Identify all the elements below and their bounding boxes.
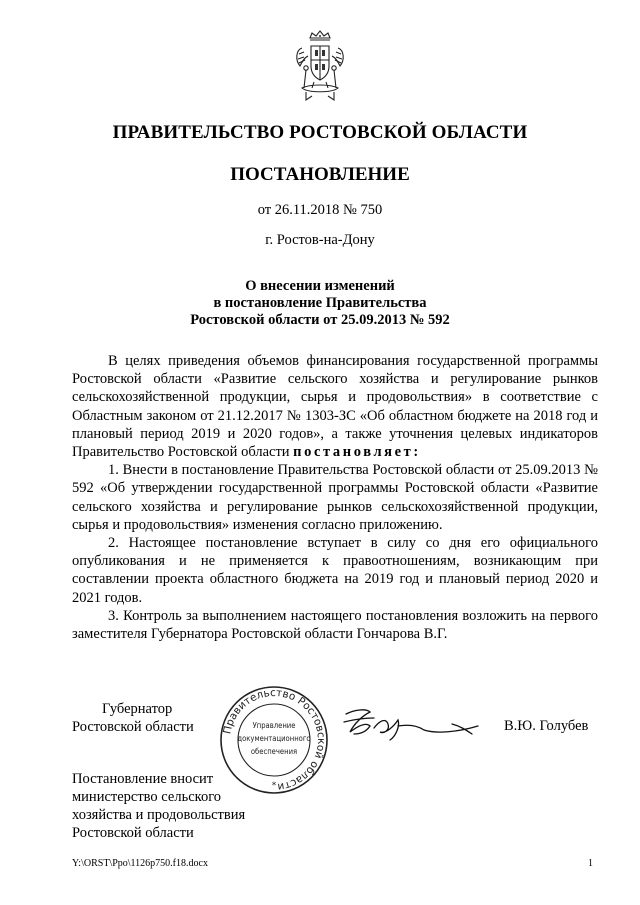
footer-file-path: Y:\ORST\Ppo\1126p750.f18.docx: [72, 858, 208, 869]
position-line-1: Губернатор: [102, 701, 173, 717]
preamble-paragraph: [72, 352, 598, 461]
submitter-block: [72, 770, 245, 842]
position-line-2: Ростовской области: [72, 719, 194, 735]
subject-line-3: Ростовской области от 25.09.2013 № 592: [190, 312, 450, 328]
stamp-center-line-2: документационного: [237, 734, 311, 743]
document-type: ПОСТАНОВЛЕНИЕ: [230, 164, 410, 185]
submitter-line-3: хозяйства и продовольствия: [72, 807, 246, 823]
stamp-center-line-3: обеспечения: [250, 747, 298, 756]
submitter-line-4: Ростовской области: [72, 825, 194, 841]
decree-word: постановляет:: [293, 444, 421, 461]
government-title: ПРАВИТЕЛЬСТВО РОСТОВСКОЙ ОБЛАСТИ: [112, 122, 528, 143]
page-number: 1: [588, 858, 593, 869]
subject-line-2: в постановление Правительства: [213, 295, 427, 311]
document-city: г. Ростов-на-Дону: [265, 232, 375, 248]
item-2-paragraph: 2. Настоящее постановление вступает в силу со дня его официального опубликования и не применяется к правоотношениям, возникающим при составлении проекта областного бюджета на 2019 год и плановый период 2020 и 2021 годов.: [72, 535, 598, 606]
submitter-line-1: Постановление вносит: [72, 771, 214, 787]
item-3-paragraph: 3. Контроль за выполнением настоящего постановления возложить на первого заместителя Губернатора Ростовской области Гончарова В.Г.: [72, 607, 598, 643]
stamp-ring-text: Правительство Ростовской области: [221, 686, 328, 793]
stamp-center-line-1: Управление: [252, 721, 296, 730]
preamble-text: В целях приведения объемов финансирования государственной программы Ростовской области «Развитие сельского хозяйства и регулирование рынков сельскохозяйственной продукции, сырья и продовольствия» в соответствие с Областным законом от 21.12.2017 № 1303-ЗС «Об областном бюджете на 2018 год и плановый период 2019 и 2020 годов», а также уточнения целевых индикаторов Правительство Ростовской области: [72, 353, 598, 461]
document-body: [72, 352, 598, 643]
svg-text:*: *: [271, 781, 277, 791]
document-date-number: от 26.11.2018 № 750: [257, 202, 383, 218]
rostov-oblast-coat-of-arms-icon: [292, 30, 348, 102]
subject-line-1: О внесении изменений: [245, 278, 395, 294]
item-1-paragraph: 1. Внести в постановление Правительства Ростовской области от 25.09.2013 № 592 «Об утверждении государственной программы Ростовской области «Развитие сельского хозяйства и регулирование рынков сельскохозяйственной продукции, сырья и продовольствия» изменения согласно приложению.: [72, 462, 598, 533]
signatory-name: В.Ю. Голубев: [504, 718, 589, 734]
signatory-position: [72, 700, 194, 736]
handwritten-signature-icon: [340, 704, 490, 746]
document-subject: [0, 278, 640, 329]
submitter-line-2: министерство сельского: [72, 789, 222, 805]
